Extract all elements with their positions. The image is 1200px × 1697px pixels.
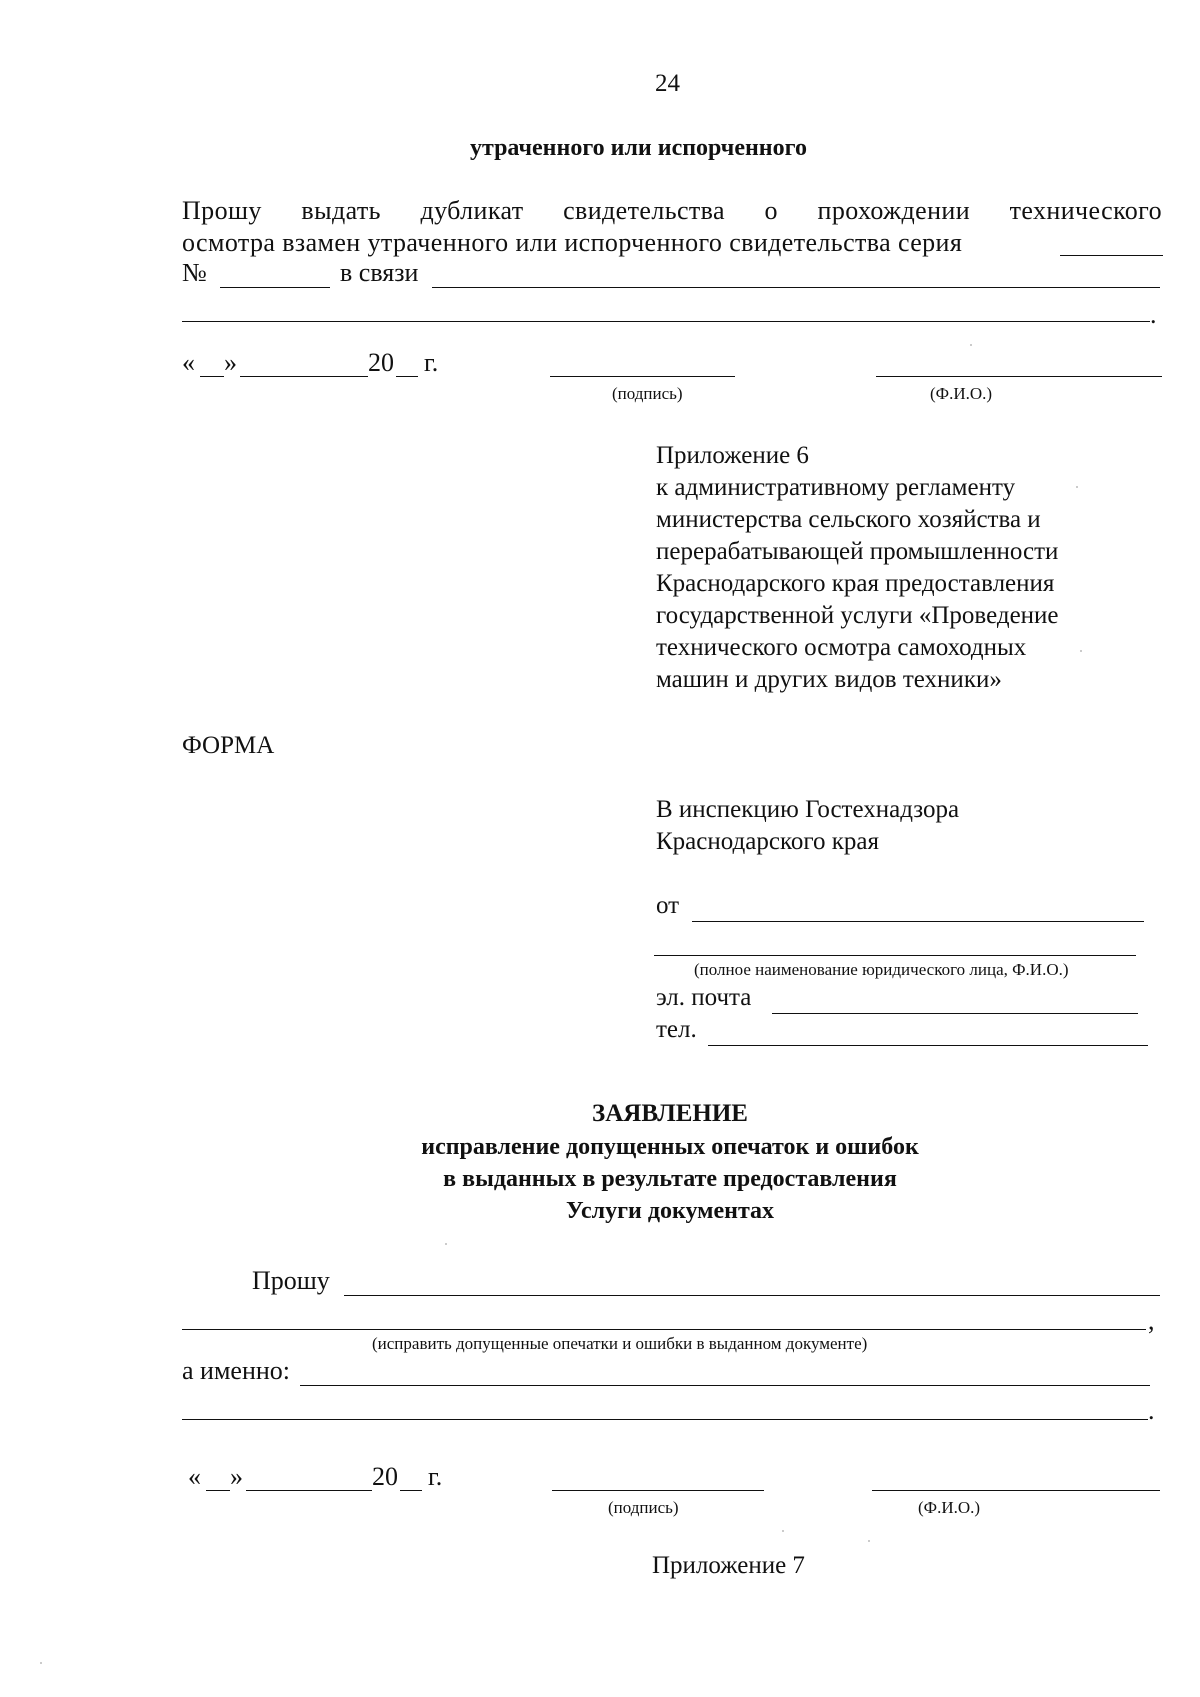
signature-line[interactable] (550, 376, 735, 377)
duplicate-request-line-1: Прошу выдать дубликат свидетельства о прохождении технического (182, 196, 1162, 225)
date-day-blank[interactable] (200, 376, 224, 377)
signature-caption: (подпись) (612, 384, 683, 403)
number-sign: № (182, 258, 207, 287)
from-blank-1[interactable] (692, 921, 1144, 922)
appendix-6-line: к административному регламенту (656, 474, 1016, 501)
email-label: эл. почта (656, 984, 752, 1011)
date-open-quote: « (188, 1462, 201, 1491)
email-blank[interactable] (772, 1013, 1138, 1014)
phone-label: тел. (656, 1016, 697, 1043)
request-caption: (исправить допущенные опечатки и ошибки в выданном документе) (372, 1334, 868, 1353)
recipient-line-1: В инспекцию Гостехнадзора (656, 796, 960, 823)
fio-caption: (Ф.И.О.) (918, 1498, 981, 1517)
appendix-7-title: Приложение 7 (652, 1552, 805, 1579)
number-blank[interactable] (220, 287, 330, 288)
namely-blank-2[interactable] (182, 1419, 1148, 1420)
appendix-6-line: государственной услуги «Проведение (656, 602, 1059, 629)
from-label: от (656, 892, 680, 919)
scan-speck (1076, 486, 1078, 488)
statement-title: ЗАЯВЛЕНИЕ (592, 1100, 748, 1127)
date-year-blank[interactable] (396, 376, 418, 377)
date-month-blank[interactable] (246, 1490, 372, 1491)
request-blank-2[interactable] (182, 1329, 1146, 1330)
date-month-blank[interactable] (240, 376, 368, 377)
namely-period: . (1148, 1396, 1155, 1425)
fio-caption: (Ф.И.О.) (930, 384, 993, 403)
signature-caption: (подпись) (608, 1498, 679, 1517)
signature-line[interactable] (552, 1490, 764, 1491)
reason-blank-1[interactable] (432, 287, 1160, 288)
fio-line[interactable] (872, 1490, 1160, 1491)
duplicate-request-line-2: осмотра взамен утраченного или испорченного свидетельства серия (182, 228, 963, 257)
date-year-suffix: г. (424, 348, 439, 377)
form-label: ФОРМА (182, 732, 275, 759)
statement-subtitle-line: исправление допущенных опечаток и ошибок (421, 1134, 919, 1160)
date-open-quote: « (182, 348, 195, 377)
scan-speck (782, 1530, 784, 1532)
scan-speck (868, 1540, 870, 1542)
date-year-prefix: 20 (368, 348, 394, 377)
scan-speck (970, 344, 972, 346)
date-year-prefix: 20 (372, 1462, 398, 1491)
phone-blank[interactable] (708, 1045, 1148, 1046)
date-close-quote: » (230, 1462, 243, 1491)
due-to-label: в связи (340, 258, 419, 287)
request-blank-1[interactable] (344, 1295, 1160, 1296)
date-year-suffix: г. (428, 1462, 443, 1491)
appendix-6-line: машин и других видов техники» (656, 666, 1002, 693)
page-number: 24 (655, 70, 680, 97)
scan-speck (40, 1662, 42, 1664)
appendix-6-line: министерства сельского хозяйства и (656, 506, 1041, 533)
from-blank-2[interactable] (654, 955, 1136, 956)
recipient-line-2: Краснодарского края (656, 828, 879, 855)
from-caption: (полное наименование юридического лица, Ф.И.О.) (694, 960, 1069, 979)
date-day-blank[interactable] (206, 1490, 230, 1491)
request-label: Прошу (252, 1266, 330, 1295)
appendix-6-line: Краснодарского края предоставления (656, 570, 1055, 597)
scan-speck (445, 1243, 447, 1245)
scan-speck (1080, 650, 1082, 652)
request-comma: , (1148, 1306, 1155, 1335)
namely-blank-1[interactable] (300, 1385, 1150, 1386)
series-blank[interactable] (1060, 255, 1163, 256)
date-close-quote: » (224, 348, 237, 377)
fio-line[interactable] (876, 376, 1162, 377)
statement-subtitle-line: в выданных в результате предоставления (443, 1166, 897, 1192)
statement-subtitle-line: Услуги документах (565, 1198, 775, 1224)
namely-label: а именно: (182, 1356, 290, 1385)
date-year-blank[interactable] (400, 1490, 422, 1491)
reason-blank-2[interactable] (182, 321, 1150, 322)
reason-period: . (1150, 300, 1157, 329)
appendix-6-line: технического осмотра самоходных (656, 634, 1027, 661)
appendix-6-title: Приложение 6 (656, 442, 809, 469)
section-heading-continuation: утраченного или испорченного (470, 135, 807, 161)
appendix-6-line: перерабатывающей промышленности (656, 538, 1059, 565)
